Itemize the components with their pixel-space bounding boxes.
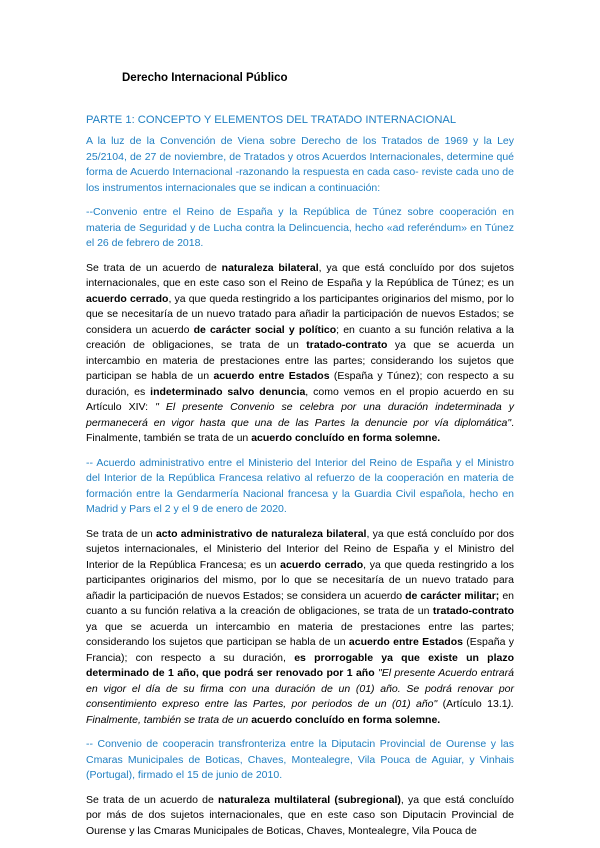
text-run: en cuanto a su función relativa a la creación de obligaciones, se trata de un [86,589,514,617]
text-run: naturaleza bilateral [221,261,319,274]
question-2: -- Acuerdo administrativo entre el Ministerio del Interior del Reino de España y el Ministro del Interior de la República Francesa relativo al refuerzo de la cooperación en materia de formación entre la Gendarmería Nacional francesa y la Guardia Civil española, hecho en Madrid y Pars el 2 y el 9 de enero de 2020. [86,456,514,515]
text-run: " El presente Convenio se celebra por una duración indeterminada y permanecerá en vigor hasta que una de las Partes la denuncie por vía diplomática" [86,401,514,429]
text-run: Se trata de un acuerdo de [86,793,219,806]
text-run: , ya que está concluído por más de dos sujetos internacionales, que en este caso son Diputacin Provincial de Ourense y las Cmaras Municipales de Boticas, Chaves, Montealegre, Vila Pouca de [86,793,514,837]
text-run: Se trata de un [86,527,156,540]
text-run: Se trata de un acuerdo de [86,261,222,274]
answer-3 [86,793,514,840]
text-run: de carácter social y político [193,323,337,336]
text-run: acuerdo entre Estados [348,636,463,648]
text-run: , como vemos en el propio acuerdo en su Artículo XIV: [86,385,514,413]
text-run: , ya que está concluído por dos sujetos internacionales, el Ministerio del Interior del Reino de España y el Ministro del Interior de la República Francesa; es un [86,527,514,571]
text-run: "El presente Acuerdo entrará en vigor el día de su firma con una duración de un (01) año. Se podrá renovar por consentimiento expreso entre las Partes, por periodos de un (01) año" [86,667,514,710]
text-run: naturaleza multilateral (subregional) [218,793,401,806]
text-run: es prorrogable ya que existe un plazo determinado de 1 año, que podrá ser renovado por 1 año [86,651,514,679]
text-run: ; en cuanto a su función relativa a la creación de obligaciones, se trata de un [86,323,514,351]
text-run: acuerdo cerrado [280,558,364,571]
text-run: , ya que queda restingrido a los participantes originarios del mismo, por lo que se necesitaría de un nuevo tratado para añadir la participación de nuevos Estados; se considera un acuerdo [86,292,514,336]
question-3: -- Convenio de cooperacin transfronteriza entre la Diputacin Provincial de Ourense y las Cmaras Municipales de Boticas, Chaves, Montealegre, Vila Pouca de Aguiar, y Vinhais (Portugal), firmado el 15 de junio de 2010. [86,738,514,781]
document-title: Derecho Internacional Público [122,72,288,84]
text-run: , ya que está concluído por dos sujetos internacionales, que en este caso son el Reino de España y la República de Túnez; es un [86,261,514,289]
text-run: ya que se acuerda un intercambio en materia de prestaciones entre las partes; considerando los sujetos que participan se habla de un [86,339,514,382]
text-run: acto administrativo de naturaleza bilateral [155,527,367,540]
text-run: acuerdo concluído en forma solemne. [251,432,441,444]
text-run: (Artículo 13.1 [437,698,508,710]
part-heading: PARTE 1: CONCEPTO Y ELEMENTOS DEL TRATADO INTERNACIONAL [86,114,457,126]
answer-2 [86,527,514,729]
question-1: --Convenio entre el Reino de España y la República de Túnez sobre cooperación en materia de Seguridad y de Lucha contra la Delincuencia, hecho «ad referéndum» en Túnez el 26 de febrero de 2018. [86,206,514,249]
text-run: (España y Túnez); con respecto a su duración, es [86,370,514,398]
text-run: acuerdo cerrado [86,292,169,305]
text-run: indeterminado salvo denuncia [150,385,306,398]
text-run: de carácter militar; [405,589,500,602]
text-run: acuerdo concluído en forma solemne. [251,713,441,726]
text-run: ). Finalmente, también se trata de un [86,698,515,726]
text-run: , ya que queda restingrido a los participantes originarios del mismo, por lo que se necesitaría de un nuevo tratado para añadir la participación de nuevos Estados; se considera un acuerdo [86,558,515,602]
text-run: . Finalmente, también se trata de un [86,416,514,444]
answer-1 [86,261,514,447]
text-run: ya que se acuerda un intercambio en materia de prestaciones entre las partes; considerando los sujetos que participan se habla de un [86,620,514,648]
text-run: acuerdo entre Estados [213,370,330,382]
text-run: tratado-contrato [306,339,388,351]
text-run: tratado-contrato [432,605,514,617]
exercise-instructions: A la luz de la Convención de Viena sobre Derecho de los Tratados de 1969 y la Ley 25/2104, de 27 de noviembre, de Tratados y otros Acuerdos Internacionales, determine qué forma de Acuerdo Internacional -razonando la respuesta en cada caso- reviste cada uno de los instrumentos internacionales que se indican a continuación: [86,135,514,194]
text-run: (España y Francia); con respecto a su duración, [86,636,514,664]
